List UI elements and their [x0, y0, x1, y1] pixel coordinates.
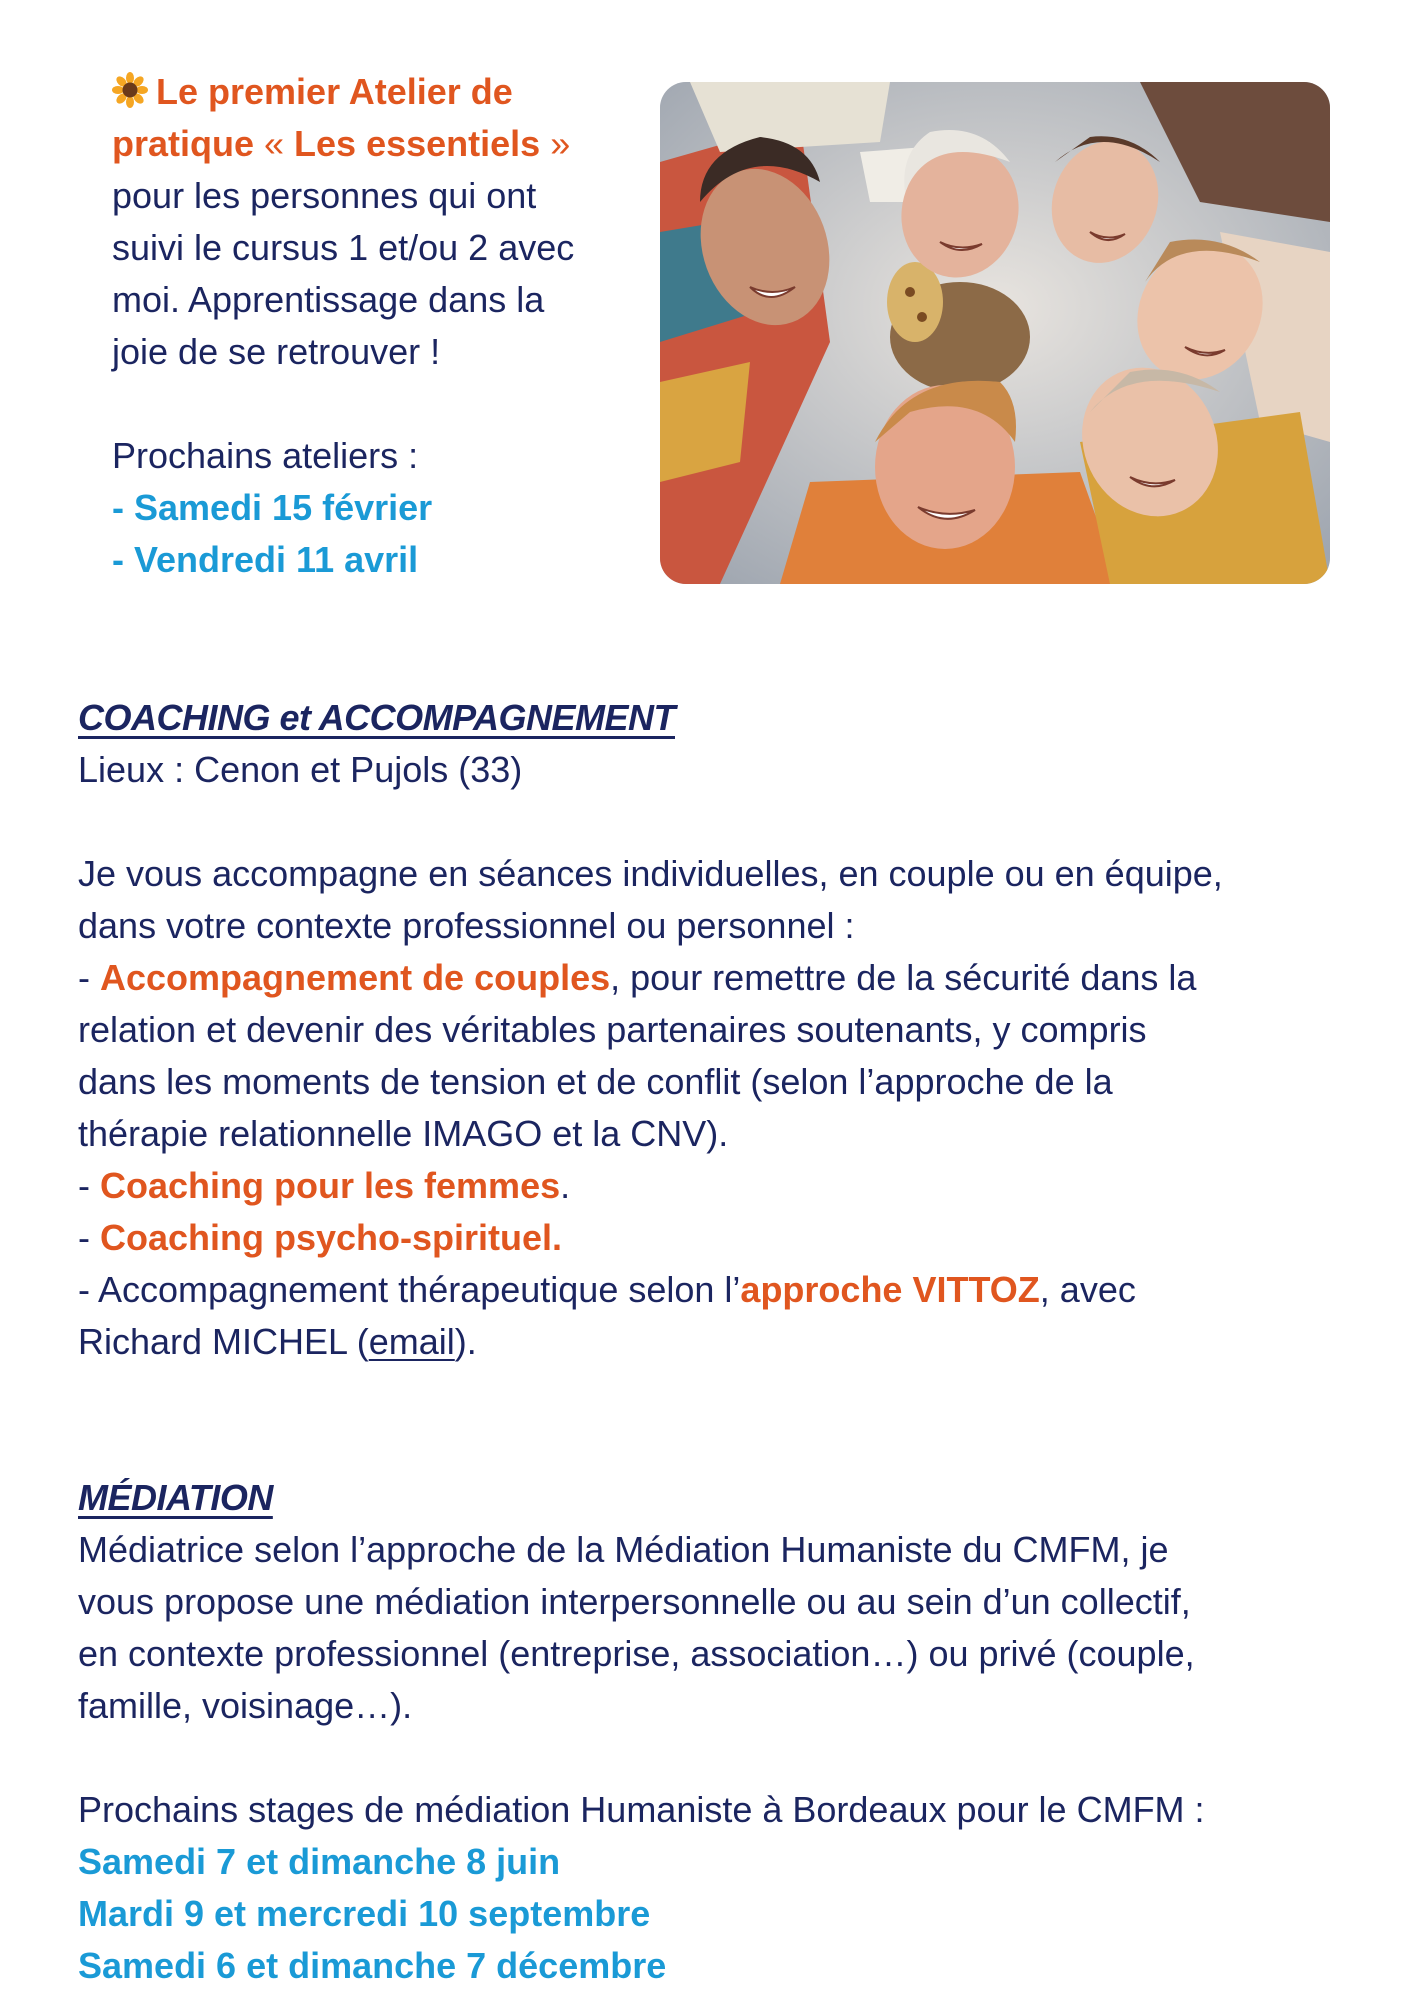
quote-close: » [550, 123, 571, 164]
women-highlight: Coaching pour les femmes [100, 1165, 561, 1206]
spiritual-highlight: Coaching psycho-spirituel. [100, 1217, 563, 1258]
mediation-text-line: famille, voisinage…). [78, 1685, 413, 1726]
coaching-intro-line: dans votre contexte professionnel ou personnel : [78, 905, 855, 946]
workshop-title-line1 [112, 66, 632, 118]
workshop-title-1: Le premier Atelier de [156, 71, 513, 112]
sunflower-icon [112, 72, 148, 108]
workshop-title-2b: Les essentiels [284, 123, 551, 164]
group-photo-illustration [660, 82, 1330, 584]
workshop-title-line2 [112, 118, 632, 170]
quote-open: « [264, 123, 285, 164]
group-photo [660, 82, 1330, 584]
mediation-date-2: Mardi 9 et mercredi 10 septembre [78, 1893, 651, 1934]
spacer [78, 1732, 1348, 1784]
coaching-item-vittoz: - Accompagnement thérapeutique selon l’approche VITTOZ, avec [78, 1269, 1136, 1310]
workshop-desc-line: joie de se retrouver ! [112, 331, 441, 372]
mediation-heading: MÉDIATION [78, 1477, 273, 1518]
mediation-stages-label: Prochains stages de médiation Humaniste à Bordeaux pour le CMFM : [78, 1789, 1205, 1830]
coaching-section [78, 692, 1348, 1368]
mediation-date-1: Samedi 7 et dimanche 8 juin [78, 1841, 561, 1882]
mediation-date-3: Samedi 6 et dimanche 7 décembre [78, 1945, 667, 1986]
mediation-text-line: en contexte professionnel (entreprise, association…) ou privé (couple, [78, 1633, 1195, 1674]
workshop-desc-line: moi. Apprentissage dans la [112, 279, 545, 320]
spacer [112, 378, 632, 430]
mediation-text-line: Médiatrice selon l’approche de la Médiation Humaniste du CMFM, je [78, 1529, 1169, 1570]
workshop-desc-line: suivi le cursus 1 et/ou 2 avec [112, 227, 575, 268]
coaching-item-line: relation et devenir des véritables partenaires soutenants, y compris [78, 1009, 1147, 1050]
coaching-item-line: thérapie relationnelle IMAGO et la CNV). [78, 1113, 729, 1154]
coaching-item-vittoz-line2: Richard MICHEL (email). [78, 1321, 477, 1362]
coaching-location: Lieux : Cenon et Pujols (33) [78, 749, 523, 790]
workshop-date-1: - Samedi 15 février [112, 487, 433, 528]
mediation-section [78, 1472, 1348, 1992]
workshop-next-label: Prochains ateliers : [112, 435, 419, 476]
workshop-desc-line: pour les personnes qui ont [112, 175, 537, 216]
coaching-intro-line: Je vous accompagne en séances individuelles, en couple ou en équipe, [78, 853, 1223, 894]
vittoz-highlight: approche VITTOZ [740, 1269, 1040, 1310]
spacer [78, 796, 1348, 848]
coaching-heading: COACHING et ACCOMPAGNEMENT [78, 697, 675, 738]
coaching-item-women: - Coaching pour les femmes. [78, 1165, 571, 1206]
workshop-date-2: - Vendredi 11 avril [112, 539, 419, 580]
couples-highlight: Accompagnement de couples [100, 957, 611, 998]
workshop-title-2a: pratique [112, 123, 265, 164]
coaching-item-spiritual: - Coaching psycho-spirituel. [78, 1217, 563, 1258]
coaching-item-line: dans les moments de tension et de conflit (selon l’approche de la [78, 1061, 1113, 1102]
workshop-block [112, 66, 632, 586]
mediation-text-line: vous propose une médiation interpersonnelle ou au sein d’un collectif, [78, 1581, 1191, 1622]
email-link[interactable]: email [368, 1321, 455, 1362]
coaching-item-couples: - Accompagnement de couples, pour remettre de la sécurité dans la [78, 957, 1197, 998]
